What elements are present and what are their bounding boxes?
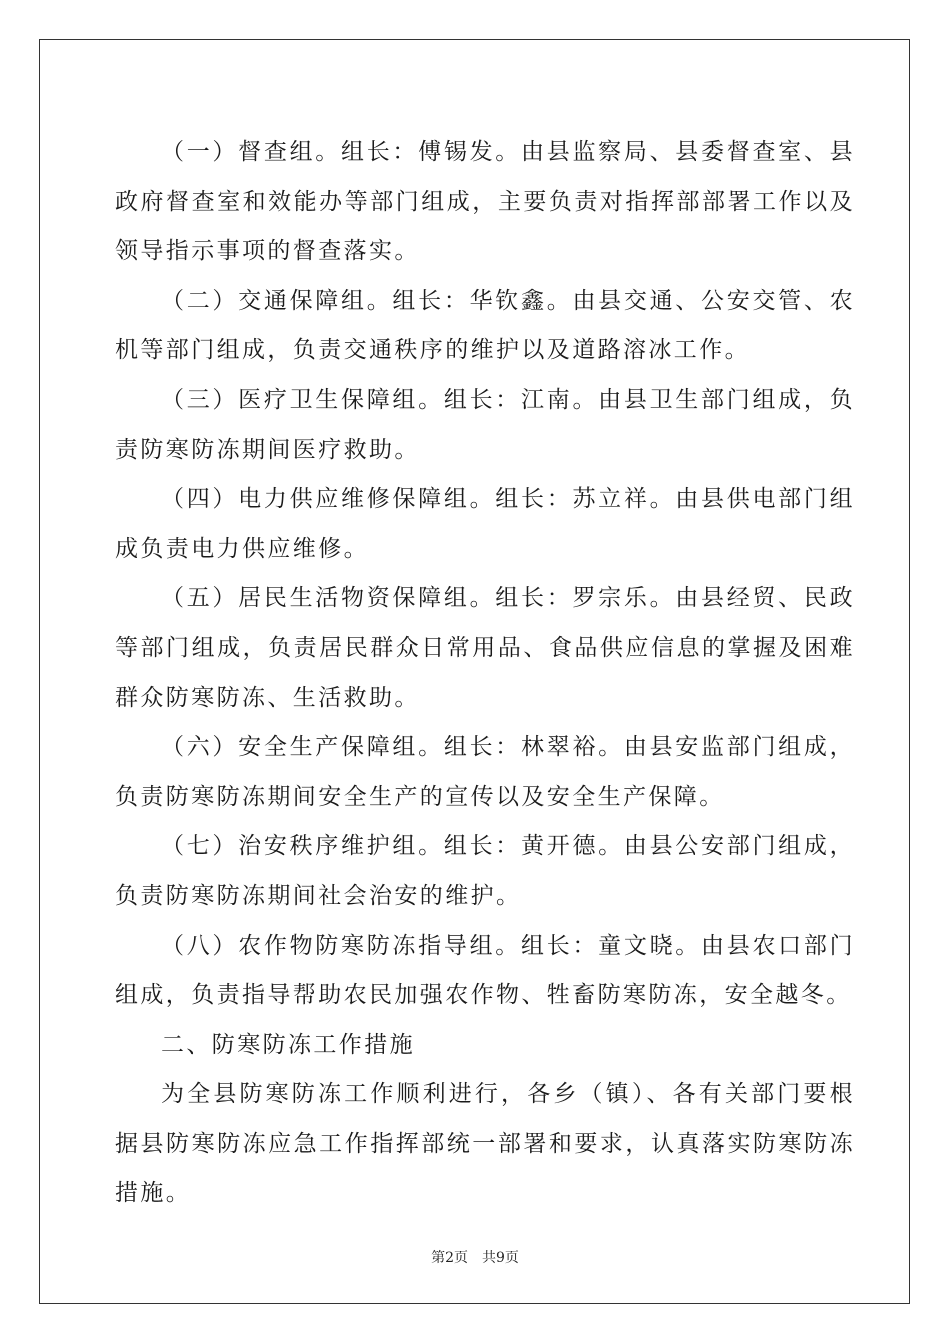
paragraph-8: （八）农作物防寒防冻指导组。组长：童文晓。由县农口部门组成，负责指导帮助农民加强农作物、牲畜防寒防冻，安全越冬。 — [115, 932, 855, 1009]
paragraph-6: （六）安全生产保障组。组长：林翠裕。由县安监部门组成，负责防寒防冻期间安全生产的宣传以及安全生产保障。 — [115, 734, 855, 810]
document-body — [115, 128, 855, 1219]
paragraph-3: （三）医疗卫生保障组。组长：江南。由县卫生部门组成，负责防寒防冻期间医疗救助。 — [115, 386, 855, 463]
paragraph-5: （五）居民生活物资保障组。组长：罗宗乐。由县经贸、民政等部门组成，负责居民群众日常用品、食品供应信息的掌握及困难群众防寒防冻、生活救助。 — [115, 585, 855, 711]
section-heading: 二、防寒防冻工作措施 — [161, 1031, 415, 1058]
paragraph-4: （四）电力供应维修保障组。组长：苏立祥。由县供电部门组成负责电力供应维修。 — [115, 486, 855, 562]
paragraph-7: （七）治安秩序维护组。组长：黄开德。由县公安部门组成，负责防寒防冻期间社会治安的维护。 — [115, 833, 855, 909]
paragraph-10: 为全县防寒防冻工作顺利进行，各乡（镇）、各有关部门要根据县防寒防冻应急工作指挥部统一部署和要求，认真落实防寒防冻措施。 — [115, 1081, 855, 1207]
page-number: 第2页 共9页 — [431, 1250, 519, 1266]
paragraph-2: （二）交通保障组。组长：华钦鑫。由县交通、公安交管、农机等部门组成，负责交通秩序的维护以及道路溶冰工作。 — [115, 287, 855, 364]
paragraph-1: （一）督查组。组长：傅锡发。由县监察局、县委督查室、县政府督查室和效能办等部门组成，主要负责对指挥部部署工作以及领导指示事项的督查落实。 — [115, 139, 855, 265]
